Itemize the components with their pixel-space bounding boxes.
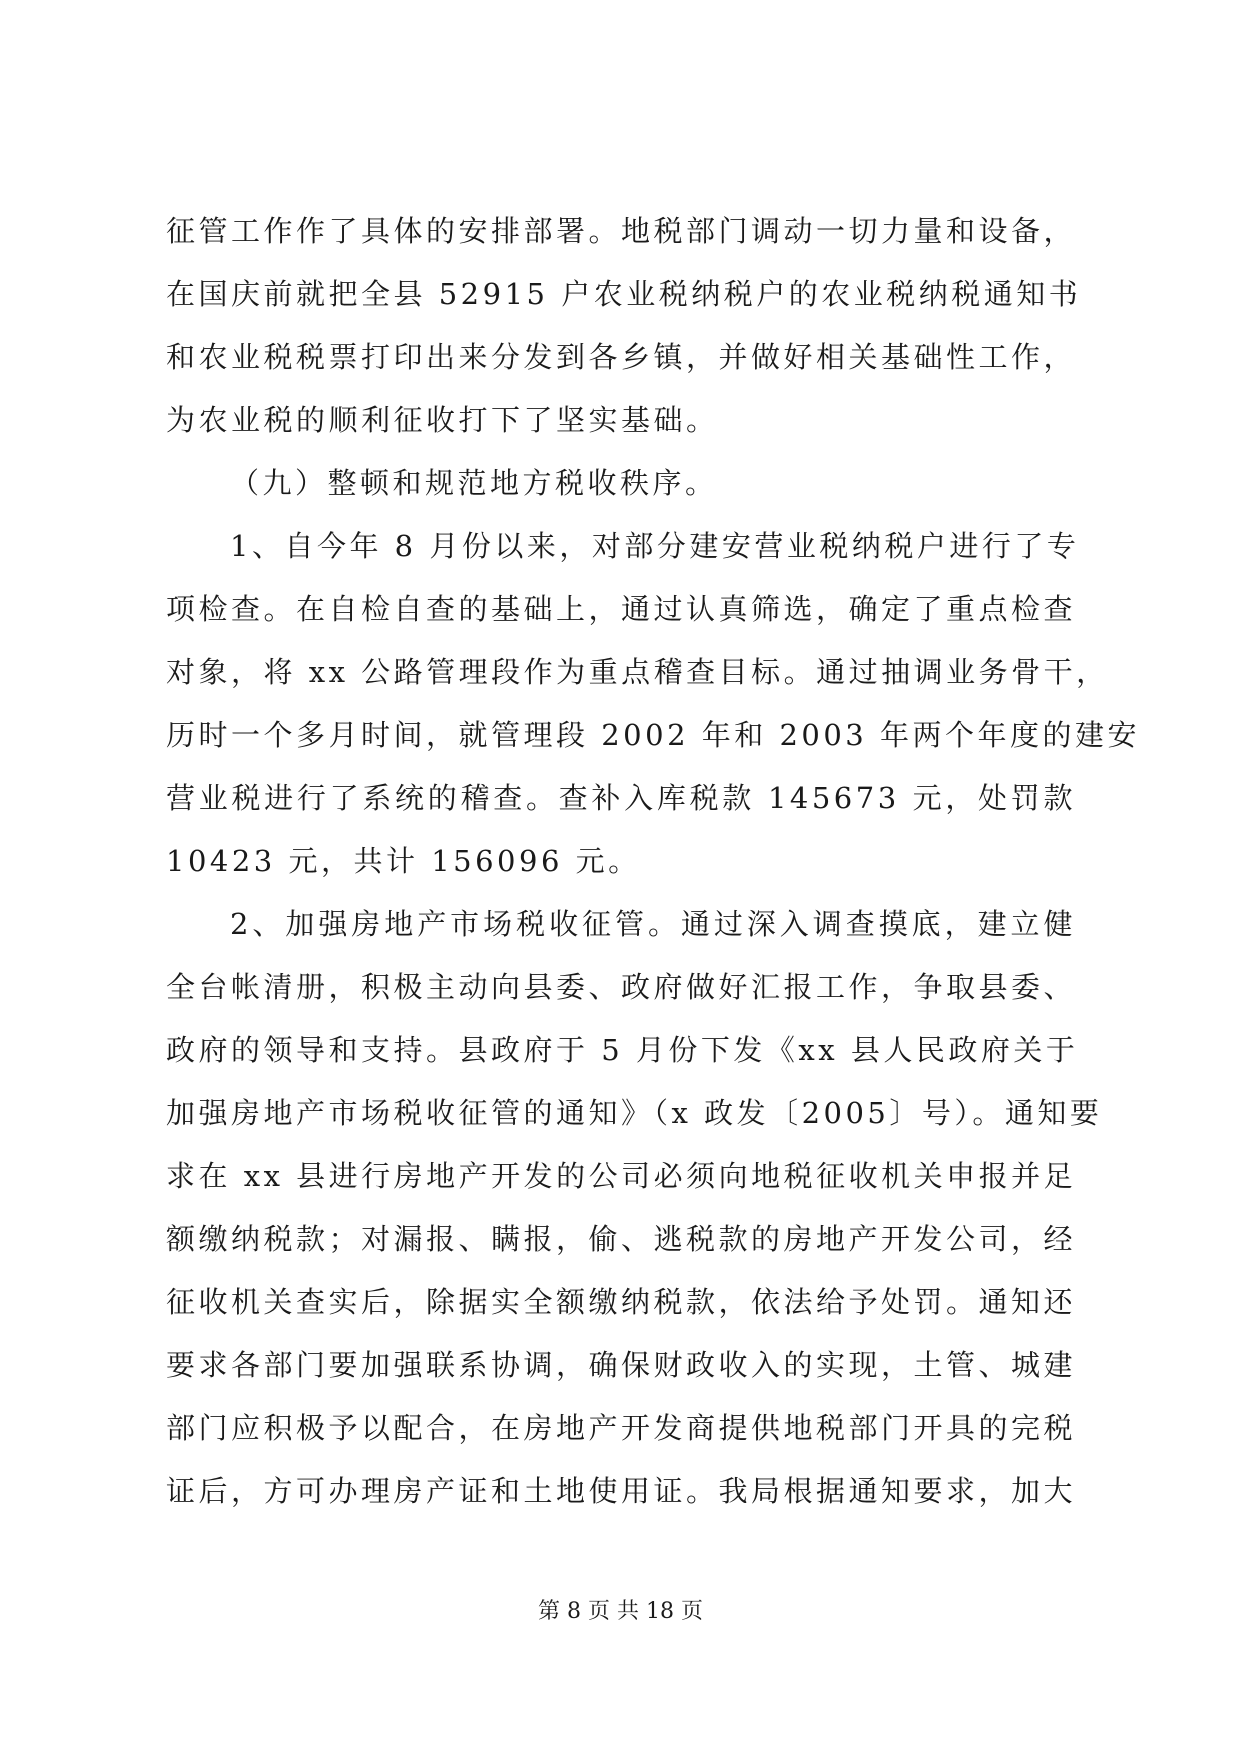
body-line: 求在 xx 县进行房地产开发的公司必须向地税征收机关申报并足 bbox=[166, 1159, 1077, 1193]
body-line: 征管工作作了具体的安排部署。地税部门调动一切力量和设备， bbox=[166, 214, 1077, 248]
body-line: 政府的领导和支持。县政府于 5 月份下发《xx 县人民政府关于 bbox=[166, 1033, 1079, 1067]
body-line: 证后，方可办理房产证和土地使用证。我局根据通知要求，加大 bbox=[166, 1474, 1077, 1508]
body-line: 对象，将 xx 公路管理段作为重点稽查目标。通过抽调业务骨干， bbox=[166, 655, 1109, 689]
body-line: 项检查。在自检自查的基础上，通过认真筛选，确定了重点检查 bbox=[166, 592, 1077, 626]
body-line: 和农业税税票打印出来分发到各乡镇，并做好相关基础性工作， bbox=[166, 340, 1077, 374]
body-line: 为农业税的顺利征收打下了坚实基础。 bbox=[166, 403, 719, 437]
body-line: 要求各部门要加强联系协调，确保财政收入的实现，土管、城建 bbox=[166, 1348, 1077, 1382]
body-line: 征收机关查实后，除据实全额缴纳税款，依法给予处罚。通知还 bbox=[166, 1285, 1077, 1319]
body-line: 1、自今年 8 月份以来，对部分建安营业税纳税户进行了专 bbox=[230, 529, 1080, 563]
body-line: 额缴纳税款；对漏报、瞒报，偷、逃税款的房地产开发公司，经 bbox=[166, 1222, 1077, 1256]
body-line: 2、加强房地产市场税收征管。通过深入调查摸底，建立健 bbox=[230, 907, 1076, 941]
body-line: 部门应积极予以配合，在房地产开发商提供地税部门开具的完税 bbox=[166, 1411, 1077, 1445]
body-line: 历时一个多月时间，就管理段 2002 年和 2003 年两个年度的建安 bbox=[166, 718, 1140, 752]
body-line: 全台帐清册，积极主动向县委、政府做好汇报工作，争取县委、 bbox=[166, 970, 1077, 1004]
section-heading: （九）整顿和规范地方税收秩序。 bbox=[230, 466, 718, 500]
body-line: 10423 元，共计 156096 元。 bbox=[166, 844, 641, 878]
body-line: 加强房地产市场税收征管的通知》（x 政发〔2005〕号）。通知要 bbox=[166, 1096, 1103, 1130]
body-line: 营业税进行了系统的稽查。查补入库税款 145673 元，处罚款 bbox=[166, 781, 1076, 815]
body-line: 在国庆前就把全县 52915 户农业税纳税户的农业税纳税通知书 bbox=[166, 277, 1082, 311]
page-number-footer: 第 8 页 共 18 页 bbox=[538, 1599, 703, 1624]
